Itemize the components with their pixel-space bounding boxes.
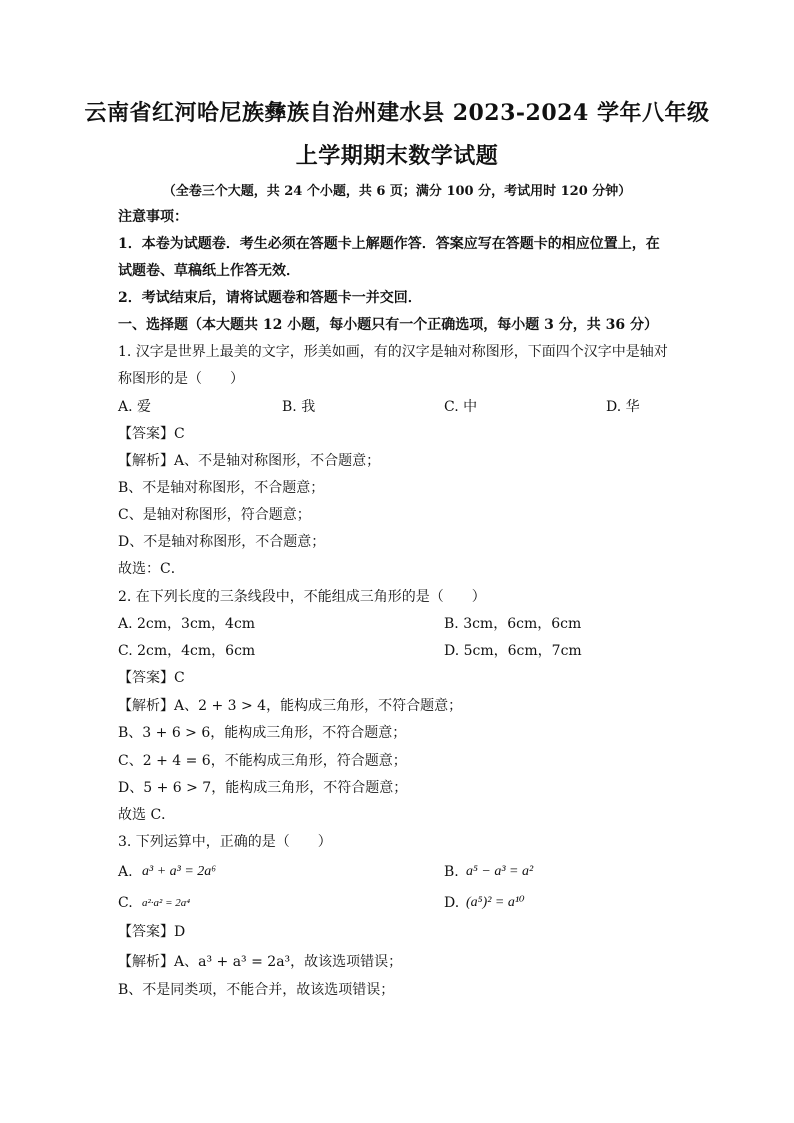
q2-option-a: A. 2cm，3cm，4cm bbox=[118, 616, 256, 632]
q1-analysis-line: B、不是轴对称图形，不合题意； bbox=[118, 480, 325, 496]
q1-analysis-line: 故选：C． bbox=[118, 561, 185, 577]
q2-answer: 【答案】C bbox=[118, 670, 185, 686]
notes-item-1-line1: 1．本卷为试题卷．考生必须在答题卡上解题作答．答案应写在答题卡的相应位置上，在 bbox=[118, 236, 660, 252]
notes-item-1-line2: 试题卷、草稿纸上作答无效． bbox=[118, 263, 300, 279]
q1-option-b: B. 我 bbox=[282, 399, 316, 415]
exam-title-line1: 云南省红河哈尼族彝族自治州建水县 2023-2024 学年八年级 bbox=[84, 100, 710, 126]
q1-option-c: C. 中 bbox=[444, 399, 478, 415]
q1-option-a: A. 爱 bbox=[118, 399, 152, 415]
q1-analysis-line: C、是轴对称图形，符合题意； bbox=[118, 507, 311, 523]
q3-option-d-label: D. bbox=[444, 895, 460, 911]
q2-analysis-line: D、5 + 6 > 7，能构成三角形，不符合题意； bbox=[118, 780, 408, 796]
q2-option-b: B. 3cm，6cm，6cm bbox=[444, 616, 582, 632]
q2-analysis-line: C、2 + 4 = 6，不能构成三角形，符合题意； bbox=[118, 753, 407, 769]
q3-option-b-expr: a⁵ − a³ = a² bbox=[466, 864, 534, 879]
q3-answer: 【答案】D bbox=[118, 924, 186, 940]
q3-option-b-label: B. bbox=[444, 864, 459, 880]
section1-heading: 一、选择题（本大题共 12 小题，每小题只有一个正确选项，每小题 3 分，共 36 分） bbox=[118, 317, 658, 333]
q1-stem-line1: 1. 汉字是世界上最美的文字，形美如画，有的汉字是轴对称图形，下面四个汉字中是轴对 bbox=[118, 344, 668, 360]
q1-analysis-line: D、不是轴对称图形，不合题意； bbox=[118, 534, 326, 550]
q3-option-c-expr: a²·a² = 2a⁴ bbox=[142, 897, 191, 909]
q1-analysis-line: 【解析】A、不是轴对称图形，不合题意； bbox=[118, 453, 381, 469]
q1-option-d: D. 华 bbox=[606, 399, 640, 415]
notes-heading: 注意事项： bbox=[118, 209, 188, 225]
q2-stem: 2. 在下列长度的三条线段中，不能组成三角形的是（ ） bbox=[118, 589, 486, 605]
q3-analysis-line: B、不是同类项，不能合并，故该选项错误； bbox=[118, 982, 395, 998]
q3-stem: 3. 下列运算中，正确的是（ ） bbox=[118, 834, 332, 850]
q3-option-a-label: A. bbox=[118, 864, 133, 880]
exam-subtitle: （全卷三个大题，共 24 个小题，共 6 页；满分 100 分，考试用时 120 分钟） bbox=[162, 184, 632, 199]
q2-analysis-line: B、3 + 6 > 6，能构成三角形，不符合题意； bbox=[118, 725, 407, 741]
q1-stem-line2: 称图形的是（ ） bbox=[118, 371, 244, 387]
q3-option-c-label: C. bbox=[118, 895, 133, 911]
exam-title-line2: 上学期期末数学试题 bbox=[295, 143, 499, 169]
notes-item-2: 2．考试结束后，请将试题卷和答题卡一并交回． bbox=[118, 290, 422, 306]
q3-analysis-line: 【解析】A、a³ + a³ = 2a³，故该选项错误； bbox=[118, 954, 403, 970]
q2-analysis-line: 【解析】A、2 + 3 > 4，能构成三角形，不符合题意； bbox=[118, 698, 463, 714]
q1-answer: 【答案】C bbox=[118, 426, 185, 442]
q2-option-c: C. 2cm，4cm，6cm bbox=[118, 643, 256, 659]
q3-option-a-expr: a³ + a³ = 2a⁶ bbox=[142, 864, 217, 879]
q2-option-d: D. 5cm，6cm，7cm bbox=[444, 643, 582, 659]
q3-option-d-expr: (a⁵)² = a¹⁰ bbox=[466, 895, 525, 910]
q2-analysis-line: 故选 C． bbox=[118, 807, 176, 823]
